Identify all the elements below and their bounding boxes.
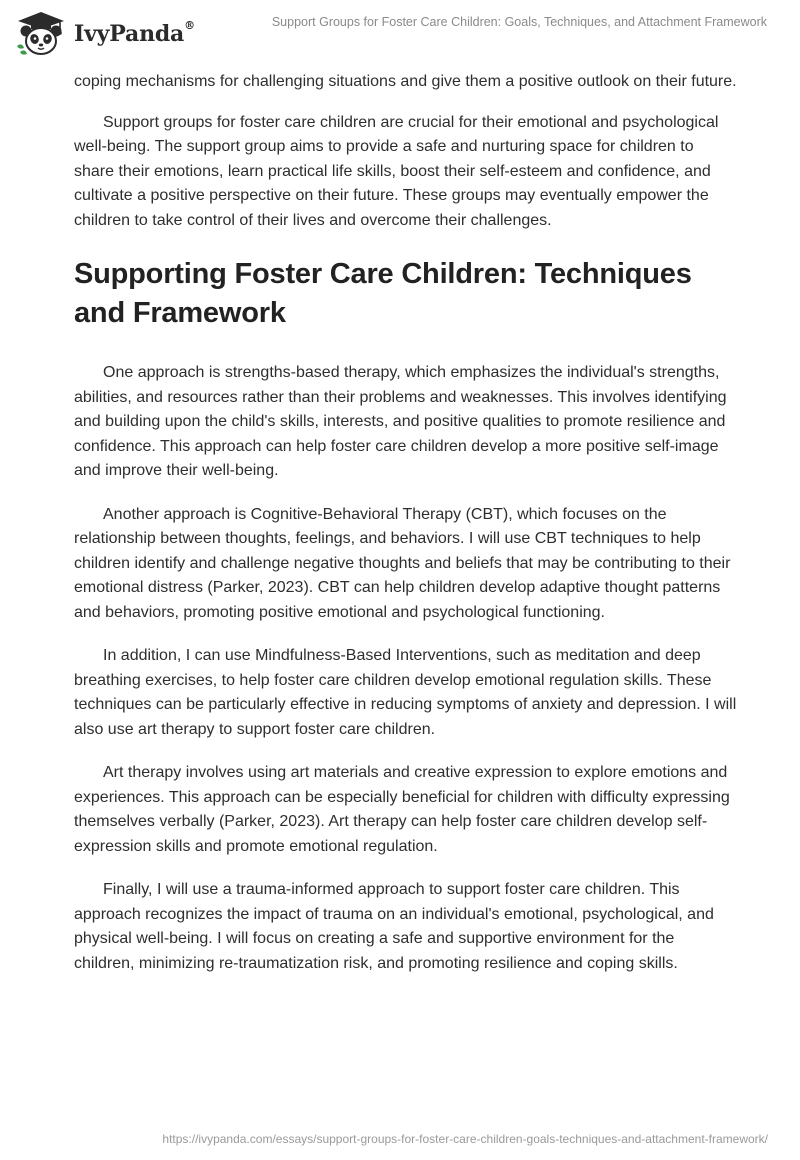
- panda-graduate-icon: [14, 10, 68, 56]
- body-paragraph: In addition, I can use Mindfulness-Based Interventions, such as meditation and deep breathing exercises, to help foster care children develop emotional regulation skills. These techniques can be particularly effective in reducing symptoms of anxiety and depression. I will also use art therapy to support foster care children.: [74, 647, 737, 738]
- body-paragraph: Support groups for foster care children are crucial for their emotional and psychological well-being. The support group aims to provide a safe and nurturing space for children to share their emotions, learn practical life skills, boost their self-esteem and confidence, and cultivate a positive perspective on their future. These groups may eventually empower the children to take control of their lives and overcome their challenges.: [74, 113, 719, 229]
- body-paragraph: One approach is strengths-based therapy, which emphasizes the individual's strengths, abilities, and resources rather than their problems and weaknesses. This involves identifying and building upon the child's skills, interests, and positive qualities to promote resilience and confidence. This approach can help foster care children develop a more positive self-image and improve their well-being.: [74, 364, 727, 479]
- document-title: Support Groups for Foster Care Children: Goals, Techniques, and Attachment Framework: [271, 15, 767, 29]
- body-paragraph: Art therapy involves using art materials and creative expression to explore emotions and experiences. This approach can be especially beneficial for children with difficulty expressing themselves verbally (Parker, 2023). Art therapy can help foster care children develop self-expression skills and promote emotional regulation.: [74, 764, 730, 855]
- essay-body: [74, 70, 738, 995]
- intro-paragraph: coping mechanisms for challenging situations and give them a positive outlook on their future.: [74, 73, 737, 90]
- logo-wordmark: IvyPanda®: [74, 18, 195, 47]
- body-paragraph: Another approach is Cognitive-Behavioral Therapy (CBT), which focuses on the relationship between thoughts, feelings, and behaviors. I will use CBT techniques to help children identify and challenge negative thoughts and beliefs that may be contributing to their emotional distress (Parker, 2023). CBT can help children develop adaptive thought patterns and behaviors, promoting positive emotional and psychological functioning.: [74, 505, 731, 621]
- page-header: [0, 0, 800, 64]
- body-paragraph: Finally, I will use a trauma-informed approach to support foster care children. This approach recognizes the impact of trauma on an individual's emotional, psychological, and physical well-being. I will focus on creating a safe and supportive environment for the children, minimizing re-traumatization risk, and promoting resilience and coping skills.: [74, 881, 714, 972]
- site-logo[interactable]: [14, 8, 195, 58]
- section-heading: Supporting Foster Care Children: Techniques and Framework: [74, 258, 692, 329]
- source-url[interactable]: https://ivypanda.com/essays/support-groups-for-foster-care-children-goals-techniques-and-attachment-framework/: [162, 1132, 768, 1146]
